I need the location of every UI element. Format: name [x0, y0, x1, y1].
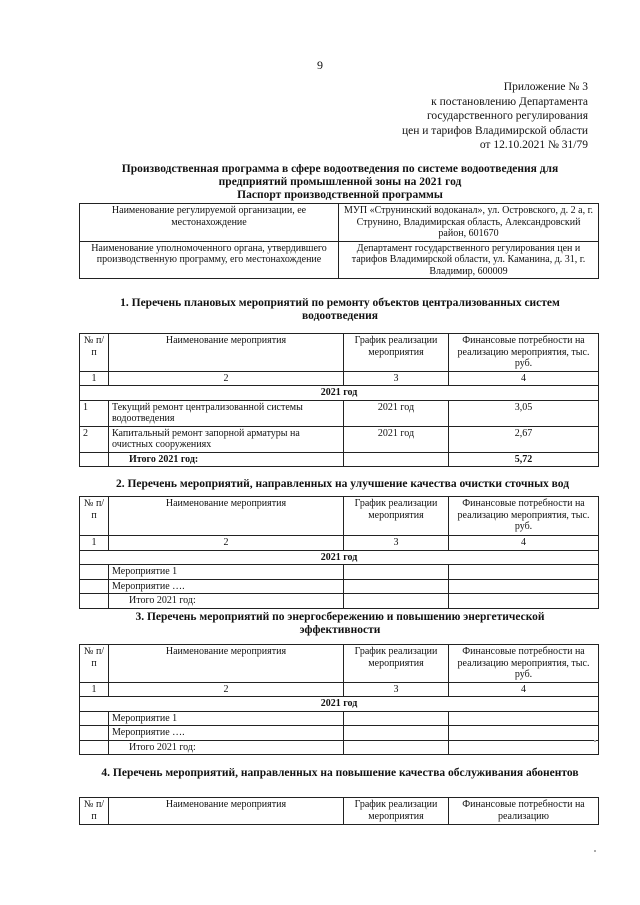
table-row — [80, 426, 599, 452]
col-index: 4 — [449, 536, 599, 551]
program-title-line-2: предприятий промышленной зоны на 2021 год — [218, 176, 462, 188]
year-row — [80, 386, 599, 401]
header-num: № п/п — [80, 798, 109, 825]
row-finance: 3,05 — [449, 400, 599, 426]
appendix-line-4: цен и тарифов Владимирской области — [401, 124, 588, 137]
header-name: Наименование мероприятия — [109, 798, 344, 825]
row-schedule: 2021 год — [344, 400, 449, 426]
header-num: № п/п — [80, 334, 109, 372]
appendix-header — [402, 80, 588, 153]
total-row — [80, 594, 599, 609]
col-index: 3 — [344, 536, 449, 551]
section-2-table — [79, 496, 599, 609]
passport-label: Наименование регулируемой организации, ее местонахождение — [80, 204, 339, 242]
row-num: 1 — [80, 400, 109, 426]
header-finance: Финансовые потребности на реализацию мероприятия, тыс. руб. — [449, 645, 599, 683]
section-4-title: 4. Перечень мероприятий, направленных на повышение качества обслуживания абонентов — [101, 767, 579, 779]
passport-row — [80, 241, 599, 279]
header-name: Наименование мероприятия — [109, 334, 344, 372]
row-name: Мероприятие …. — [109, 726, 344, 741]
total-value: 5,72 — [449, 452, 599, 467]
col-index: 4 — [449, 371, 599, 386]
total-label: Итого 2021 год: — [109, 740, 344, 755]
col-index: 4 — [449, 682, 599, 697]
header-name: Наименование мероприятия — [109, 497, 344, 536]
year-row — [80, 697, 599, 712]
header-schedule: График реализации мероприятия — [344, 645, 449, 683]
table-header-row — [80, 497, 599, 536]
passport-label: Наименование уполномоченного органа, утвердившего производственную программу, его местонахождение — [80, 241, 339, 279]
page-number: 9 — [317, 58, 323, 72]
col-index: 1 — [80, 536, 109, 551]
row-name: Мероприятие 1 — [109, 711, 344, 726]
row-name: Мероприятие 1 — [109, 565, 344, 580]
appendix-line-2: к постановлению Департамента — [431, 95, 588, 108]
row-schedule: 2021 год — [344, 426, 449, 452]
section-2-title: 2. Перечень мероприятий, направленных на улучшение качества очистки сточных вод — [115, 478, 570, 490]
scan-mark — [594, 740, 596, 742]
section-1-table — [79, 333, 599, 467]
passport-row — [80, 204, 599, 242]
appendix-line-3: государственного регулирования — [426, 110, 588, 122]
header-schedule: График реализации мероприятия — [344, 497, 449, 536]
col-index: 2 — [109, 371, 344, 386]
header-finance-short: Финансовые потребности на реализацию — [449, 798, 599, 825]
row-name: Мероприятие …. — [109, 579, 344, 594]
program-title-line-3: Паспорт производственной программы — [237, 189, 443, 201]
row-name: Текущий ремонт централизованной системы водоотведения — [109, 400, 344, 426]
passport-value: Департамент государственного регулирования цен и тарифов Владимирской области, ул. Каманина, д. 31, г. Владимир, 600009 — [339, 241, 599, 279]
passport-value: МУП «Струнинский водоканал», ул. Островского, д. 2 а, г. Струнино, Владимирская область, Александровский район, 601670 — [339, 204, 599, 242]
appendix-line-5: от 12.10.2021 № 31/79 — [479, 139, 588, 151]
program-title — [60, 163, 620, 202]
total-row — [80, 452, 599, 467]
scan-mark — [594, 850, 596, 852]
column-index-row — [80, 371, 599, 386]
header-finance: Финансовые потребности на реализацию мероприятия, тыс. руб. — [449, 497, 599, 536]
row-num: 2 — [80, 426, 109, 452]
total-label: Итого 2021 год: — [109, 452, 344, 467]
col-index: 2 — [109, 536, 344, 551]
col-index: 1 — [80, 682, 109, 697]
col-index: 3 — [344, 682, 449, 697]
section-4-table — [79, 797, 599, 825]
year-label: 2021 год — [80, 697, 599, 712]
passport-table — [79, 203, 599, 279]
column-index-row — [80, 682, 599, 697]
header-num: № п/п — [80, 645, 109, 683]
header-finance: Финансовые потребности на реализацию мероприятия, тыс. руб. — [449, 334, 599, 372]
header-schedule: График реализации мероприятия — [344, 798, 449, 825]
row-finance: 2,67 — [449, 426, 599, 452]
section-3-title: 3. Перечень мероприятий по энергосбережению и повышению энергетической эффективности — [135, 611, 545, 636]
total-label: Итого 2021 год: — [109, 594, 344, 609]
column-index-row — [80, 536, 599, 551]
header-schedule: График реализации мероприятия — [344, 334, 449, 372]
program-title-line-1: Производственная программа в сфере водоотведения по системе водоотведения для — [121, 163, 559, 175]
year-row — [80, 550, 599, 565]
table-header-row — [80, 334, 599, 372]
col-index: 3 — [344, 371, 449, 386]
col-index: 2 — [109, 682, 344, 697]
row-name: Капитальный ремонт запорной арматуры на очистных сооружениях — [109, 426, 344, 452]
table-row — [80, 726, 599, 741]
table-row — [80, 711, 599, 726]
table-row — [80, 579, 599, 594]
year-label: 2021 год — [80, 386, 599, 401]
header-num: № п/п — [80, 497, 109, 536]
header-name: Наименование мероприятия — [109, 645, 344, 683]
table-row — [80, 400, 599, 426]
total-row — [80, 740, 599, 755]
col-index: 1 — [80, 371, 109, 386]
section-1-title: 1. Перечень плановых мероприятий по ремонту объектов централизованных систем водоотведения — [120, 297, 560, 322]
section-3-table — [79, 644, 599, 755]
table-row — [80, 565, 599, 580]
table-header-row — [80, 798, 599, 825]
year-label: 2021 год — [80, 550, 599, 565]
appendix-line-1: Приложение № 3 — [503, 81, 588, 93]
table-header-row — [80, 645, 599, 683]
